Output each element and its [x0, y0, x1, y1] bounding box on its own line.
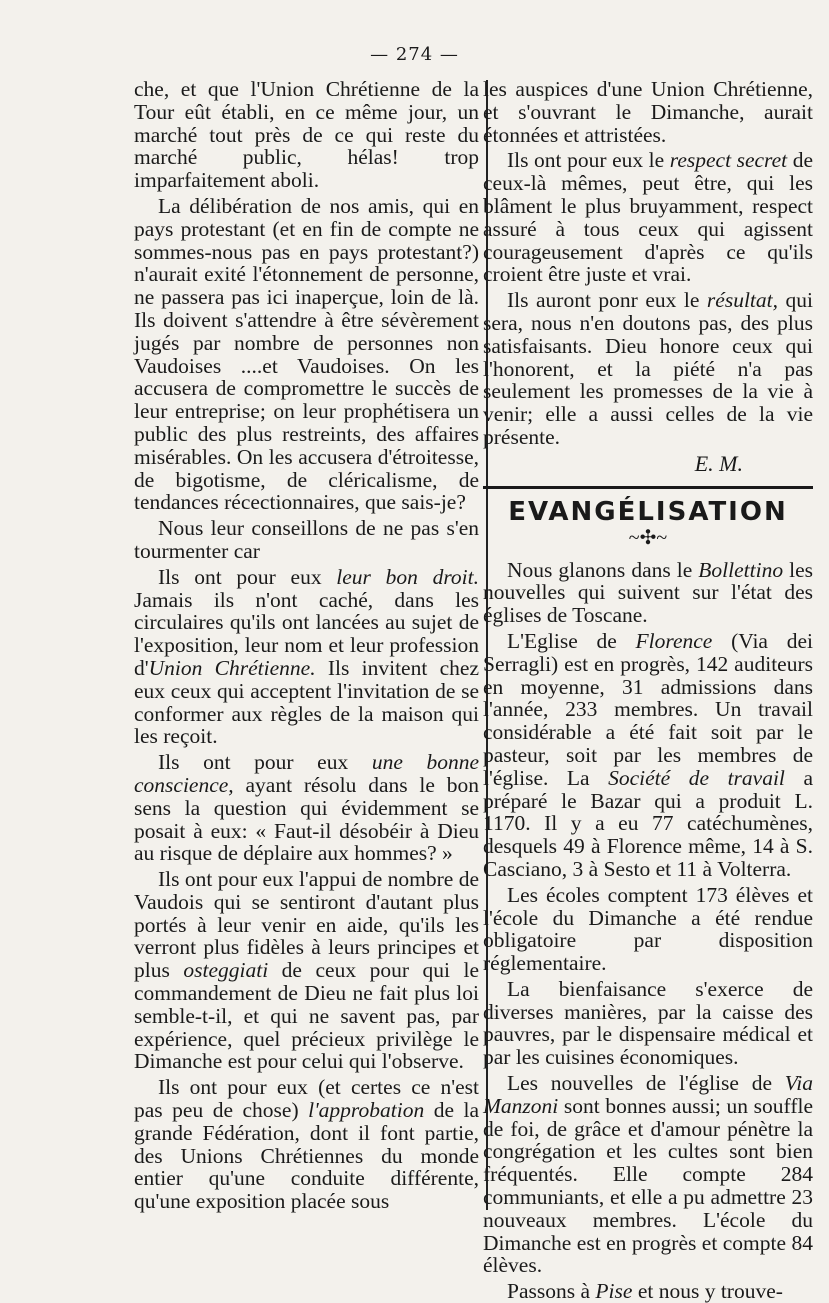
paragraph: [134, 78, 479, 192]
paragraph-text: Ils ont pour eux: [158, 564, 337, 589]
emphasis-text: une bonne conscience,: [134, 750, 479, 797]
paragraph: [134, 195, 479, 514]
paragraph: [134, 517, 479, 563]
paragraph-text: che, et que l'Union Chrétienne de la Tour eût établi, en ce même jour, un marché tout près de ce qui reste du marché public, hélas! trop imparfaitement aboli.: [134, 77, 479, 193]
paragraph: [483, 289, 813, 449]
paragraph-text: Ils ont pour eux (et certes ce n'est pas peu de chose): [134, 1075, 479, 1123]
paragraph-text: Ils ont pour eux le: [507, 148, 670, 173]
paragraph-text: La bienfaisance s'exerce de diverses manières, par la caisse des pauvres, par le dispensaire médical et par les cuisines économiques.: [483, 976, 813, 1070]
emphasis-text: Florence: [635, 628, 713, 653]
article-continuation: [483, 78, 813, 449]
paragraph-text: Nous glanons dans le: [507, 557, 699, 582]
paragraph: [483, 630, 813, 881]
emphasis-text: leur bon droit.: [336, 564, 479, 589]
paragraph: [134, 868, 479, 1073]
evangelisation-article: [483, 559, 813, 1303]
paragraph: [483, 884, 813, 975]
signature: E. M.: [694, 450, 743, 476]
emphasis-text: résultat,: [706, 288, 778, 313]
paragraph: [483, 1280, 813, 1303]
paragraph-text: Les écoles comptent 173 élèves et l'école du Dimanche a été rendue obligatoire par disposition réglementaire.: [483, 882, 813, 976]
paragraph: [483, 78, 813, 146]
paragraph-text: Les nouvelles de l'église de: [507, 1071, 785, 1096]
page-number: — 274 —: [370, 44, 459, 65]
emphasis-text: Bollettino: [698, 557, 784, 582]
paragraph-text: les auspices d'une Union Chrétienne, et s'ouvrant le Dimanche, aurait étonnées et attristées.: [483, 77, 813, 147]
paragraph-text: (Via dei Serragli) est en progrès, 142 auditeurs en moyenne, 31 admissions dans l'année, 233 membres. Un travail considérable a été fait soit par le pasteur, soit par les membres de l'église. La: [483, 628, 813, 790]
paragraph-text: et nous y trouve-: [632, 1279, 783, 1303]
paragraph-text: Ils ont pour eux l'appui de nombre de Vaudois qui se sentiront d'autant plus portés à leur venir en aide, qu'ils les verront plus fidèles à leurs principes et plus: [134, 867, 479, 983]
paragraph: [483, 149, 813, 286]
paragraph: [483, 1072, 813, 1277]
paragraph: [483, 559, 813, 627]
section-title: EVANGÉLISATION: [508, 496, 788, 527]
left-column: [134, 78, 479, 1213]
paragraph-text: qui sera, nous n'en doutons pas, des plus satisfaisants. Dieu honore ceux qui l'honorent, et la piété n'a pas seulement les promesses de la vie à venir; elle a aussi celles de la vie présente.: [483, 288, 813, 449]
paragraph-text: de ceux-là mêmes, peut être, qui les blâment le plus bruyamment, respect assuré à tous ceux qui agissent courageusement d'après ce qu'ils croient être juste et vrai.: [483, 148, 813, 287]
paragraph-text: Ils auront ponr eux le: [507, 288, 707, 313]
emphasis-text: l'approbation: [308, 1098, 425, 1123]
paragraph-text: les nouvelles qui suivent sur l'état des églises de Toscane.: [483, 557, 813, 628]
emphasis-text: Union Chrétienne.: [148, 655, 316, 680]
ornament-flourish: ~✣~: [628, 526, 668, 549]
paragraph-text: Jamais ils n'ont caché, dans les circulaires qu'ils ont lancées au sujet de l'exposition, leur nom et leur profession d': [134, 587, 479, 680]
paragraph: [134, 1076, 479, 1213]
paragraph-text: de ceux pour qui le commandement de Dieu ne fait plus loi semble-t-il, et qui ne savent pas, par expérience, quel précieux privilège le Dimanche est pour celui qui l'observe.: [134, 958, 480, 1074]
emphasis-text: Société de travail: [608, 765, 785, 790]
paragraph: [134, 751, 479, 865]
paragraph-text: Ils ont pour eux: [158, 750, 372, 775]
right-column: [483, 78, 813, 1303]
paragraph-text: ayant résolu dans le bon sens la question qui évidemment se posait à eux: « Faut-il désobéir à Dieu au risque de déplaire aux hommes? »: [134, 772, 479, 866]
emphasis-text: respect secret: [669, 148, 788, 173]
emphasis-text: Pise: [595, 1279, 633, 1303]
emphasis-text: osteggiati: [183, 958, 269, 983]
paragraph-text: sont bonnes aussi; un souffle de foi, de grâce et d'amour pénètre la congrégation et les cultes sont bien fréquentés. Elle compte 284 communiants, et elle a pu admettre 23 nouveaux membres. L'école du Dimanche est en progrès et compte 84 élèves.: [483, 1093, 813, 1278]
paragraph: [134, 566, 479, 748]
paragraph-text: Passons à: [507, 1279, 596, 1303]
paragraph-text: a préparé le Bazar qui a produit L. 1170. Il y a eu 77 catéchumènes, desquels 49 à Florence même, 14 à S. Casciano, 3 à Sesto et 11 à Volterra.: [483, 765, 813, 881]
emphasis-text: Via Manzoni: [483, 1071, 813, 1118]
paragraph-text: Ils invitent chez eux ceux qui acceptent l'invitation de se conformer aux règles de la maison qui les reçoit.: [134, 655, 479, 749]
paragraph-text: de la grande Fédération, dont il font partie, des Unions Chrétiennes du monde entier qu'une conduite différente, qu'une exposition placée sous: [134, 1098, 480, 1214]
paragraph-text: La délibération de nos amis, qui en pays protestant (et en fin de compte ne sommes-nous pas en pays protestant?) n'aurait exité l'étonnement de personne, ne passera pas ici inaperçue, loin de là. Ils doivent s'attendre à être sévèrement jugés par nombre de personnes non Vaudoises ....et Vaudoises. On les accusera de compromettre le succès de leur entreprise; on leur prophétisera un public des plus restreints, des affaires misérables. On les accusera d'étroitesse, de bigotisme, de cléricalisme, de tendances récectionnaires, que sais-je?: [134, 193, 479, 515]
section-rule: [483, 486, 813, 489]
paragraph-text: L'Eglise de: [507, 628, 636, 653]
paragraph: [483, 978, 813, 1069]
paragraph-text: Nous leur conseillons de ne pas s'en tourmenter car: [134, 516, 479, 563]
